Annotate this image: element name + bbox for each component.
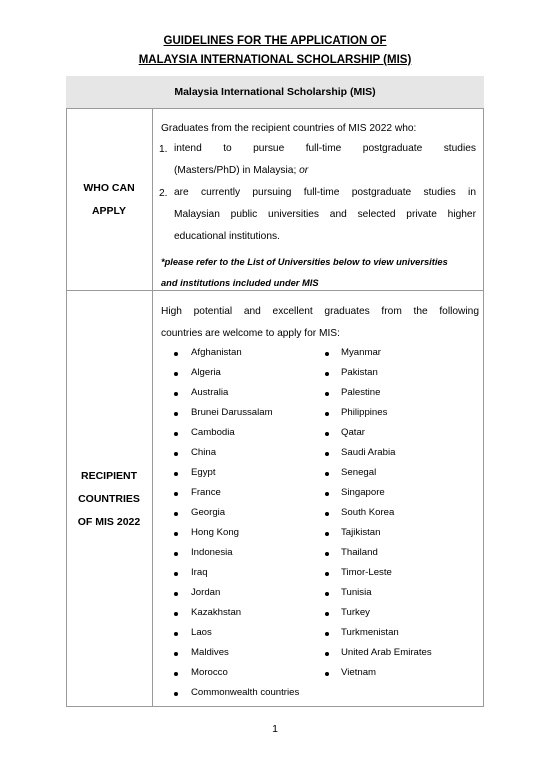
- bullet-icon: [325, 392, 329, 396]
- bullet-icon: [325, 432, 329, 436]
- item-1-word: to: [223, 143, 232, 154]
- universities-note: [161, 252, 479, 294]
- bullet-icon: [325, 612, 329, 616]
- table-border-bottom: [66, 706, 484, 707]
- recipient-countries-label-line-1: RECIPIENT: [80, 470, 137, 482]
- bullet-icon: [174, 632, 178, 636]
- recipient-countries-label-line-2: COUNTRIES: [78, 493, 140, 505]
- country-item: Turkmenistan: [341, 627, 399, 638]
- bullet-icon: [174, 672, 178, 676]
- country-item: South Korea: [341, 507, 395, 518]
- bullet-icon: [325, 572, 329, 576]
- country-item: China: [191, 447, 217, 458]
- document-title-line-2: MALAYSIA INTERNATIONAL SCHOLARSHIP (MIS): [138, 54, 412, 66]
- bullet-icon: [325, 552, 329, 556]
- bullet-icon: [174, 652, 178, 656]
- country-item: Singapore: [341, 487, 385, 498]
- country-item: Myanmar: [341, 347, 381, 358]
- country-item: Georgia: [191, 507, 226, 518]
- country-item: Pakistan: [341, 367, 378, 378]
- country-item: Afghanistan: [191, 347, 242, 358]
- bullet-icon: [174, 352, 178, 356]
- country-item: Palestine: [341, 387, 381, 398]
- item-1-line-2-text: (Masters/PhD) in Malaysia;: [174, 165, 297, 176]
- bullet-icon: [174, 492, 178, 496]
- table-header-text: Malaysia International Scholarship (MIS): [174, 86, 376, 98]
- bullet-icon: [325, 512, 329, 516]
- bullet-icon: [325, 652, 329, 656]
- country-item: Hong Kong: [191, 527, 240, 538]
- universities-note-line-1: *please refer to the List of Universities below to view universities: [161, 257, 448, 267]
- recipient-intro-line-1: High potential and excellent graduates from the following: [161, 306, 479, 317]
- universities-note-line-2: and institutions included under MIS: [161, 278, 319, 288]
- document-title-line-1: GUIDELINES FOR THE APPLICATION OF: [163, 35, 387, 47]
- country-item: Qatar: [341, 427, 365, 438]
- bullet-icon: [174, 452, 178, 456]
- bullet-icon: [174, 552, 178, 556]
- country-item: Iraq: [191, 567, 208, 578]
- scholarship-table: [66, 76, 484, 706]
- country-item: Jordan: [191, 587, 221, 598]
- country-item: Tunisia: [341, 587, 372, 598]
- bullet-icon: [174, 392, 178, 396]
- item-1-word: pursue: [253, 143, 285, 154]
- country-item: Saudi Arabia: [341, 447, 396, 458]
- country-item: Kazakhstan: [191, 607, 242, 618]
- bullet-icon: [325, 632, 329, 636]
- column-divider: [152, 108, 153, 706]
- item-2-line-1: are currently pursuing full-time postgraduate studies in: [174, 187, 476, 198]
- recipient-countries-label-line-3: OF MIS 2022: [77, 516, 141, 528]
- item-1-line-1: [174, 138, 476, 160]
- country-item: Philippines: [341, 407, 388, 418]
- recipient-intro-line-2: countries are welcome to apply for MIS:: [161, 328, 340, 339]
- who-can-apply-label: [66, 177, 152, 223]
- who-can-apply-intro: Graduates from the recipient countries of MIS 2022 who:: [161, 123, 417, 134]
- country-item: Laos: [191, 627, 212, 638]
- bullet-icon: [174, 472, 178, 476]
- country-item: Australia: [191, 387, 229, 398]
- bullet-icon: [325, 592, 329, 596]
- bullet-icon: [174, 432, 178, 436]
- bullet-icon: [325, 532, 329, 536]
- bullet-icon: [174, 532, 178, 536]
- bullet-icon: [174, 372, 178, 376]
- country-item: France: [191, 487, 221, 498]
- item-1-word: studies: [443, 143, 476, 154]
- country-item: Egypt: [191, 467, 216, 478]
- table-border-right: [483, 76, 484, 707]
- bullet-icon: [174, 592, 178, 596]
- country-item: Turkey: [341, 607, 370, 618]
- header-divider: [66, 108, 484, 109]
- item-1-line-2: [174, 160, 476, 182]
- country-item: Morocco: [191, 667, 228, 678]
- country-item: Algeria: [191, 367, 221, 378]
- country-item: Vietnam: [341, 667, 377, 678]
- bullet-icon: [325, 452, 329, 456]
- item-1-word: intend: [174, 143, 202, 154]
- table-header: [66, 76, 484, 108]
- bullet-icon: [325, 372, 329, 376]
- country-item: Maldives: [191, 647, 229, 658]
- item-2-line-3: educational institutions.: [174, 231, 280, 242]
- country-item: Thailand: [341, 547, 378, 558]
- country-item: Tajikistan: [341, 527, 381, 538]
- country-item: Commonwealth countries: [191, 687, 300, 698]
- bullet-icon: [174, 612, 178, 616]
- bullet-icon: [325, 672, 329, 676]
- table-border-left: [66, 76, 67, 707]
- bullet-icon: [325, 492, 329, 496]
- who-can-apply-label-line-2: APPLY: [91, 205, 127, 217]
- item-1-or: or: [299, 165, 309, 176]
- bullet-icon: [325, 472, 329, 476]
- bullet-icon: [174, 572, 178, 576]
- bullet-icon: [174, 692, 178, 696]
- country-item: Cambodia: [191, 427, 235, 438]
- bullet-icon: [174, 512, 178, 516]
- item-1-number: 1.: [159, 144, 168, 155]
- recipient-countries-label: [66, 465, 152, 534]
- country-item: Brunei Darussalam: [191, 407, 273, 418]
- country-item: Senegal: [341, 467, 377, 478]
- bullet-icon: [325, 412, 329, 416]
- who-can-apply-label-line-1: WHO CAN: [83, 182, 135, 194]
- country-item: Timor-Leste: [341, 567, 392, 578]
- item-2-number: 2.: [159, 188, 168, 199]
- item-1-word: postgraduate: [362, 143, 423, 154]
- country-item: Indonesia: [191, 547, 233, 558]
- bullet-icon: [174, 412, 178, 416]
- item-2-line-2: Malaysian public universities and selected private higher: [174, 209, 476, 220]
- page-number: 1: [272, 723, 278, 735]
- item-1-word: full-time: [305, 143, 342, 154]
- country-item: United Arab Emirates: [341, 647, 432, 658]
- bullet-icon: [325, 352, 329, 356]
